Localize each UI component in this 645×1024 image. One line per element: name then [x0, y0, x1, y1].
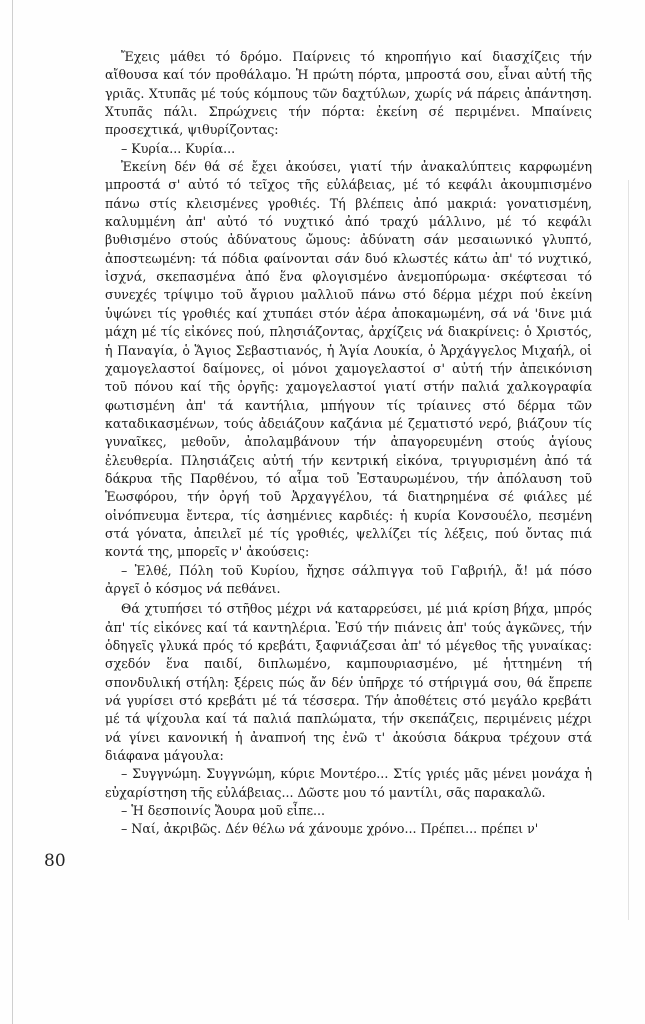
dialogue-line: – Συγγνώμη. Συγγνώμη, κύριε Μοντέρο... Στίς γριές μᾶς μένει μονάχα ἡ εὐχαρίστηση τῆς εὐλάβειας... Δῶστε μου τό μαντίλι, σᾶς παρακαλῶ.: [105, 766, 592, 800]
page-left-edge: [12, 0, 13, 1024]
page-number: 80: [44, 851, 66, 871]
paragraph: Ἔχεις μάθει τό δρόμο. Παίρνεις τό κηροπήγιο καί διασχίζεις τήν αἴθουσα καί τόν προθάλαμο. Ἡ πρώτη πόρτα, μπροστά σου, εἶναι αὐτή τῆς γριᾶς. Χτυπᾶς μέ τούς κόμπους τῶν δαχτύλων, χωρίς νά πάρεις ἀπάντηση. Χτυπᾶς πάλι. Σπρώχνεις τήν πόρτα: ἐκείνη σέ περιμένει. Μπαίνεις προσεχτικά, ψιθυρίζοντας:: [105, 49, 592, 138]
dialogue-line: – Ναί, ἀκριβῶς. Δέν θέλω νά χάνουμε χρόνο... Πρέπει... πρέπει ν': [121, 821, 539, 837]
dialogue-line: – Κυρία... Κυρία...: [121, 140, 236, 156]
paragraph: Θά χτυπήσει τό στῆθος μέχρι νά καταρρεύσει, μέ μιά κρίση βήχα, μπρός ἀπ' τίς εἰκόνες καί τά καντηλέρια. Ἐσύ τήν πιάνεις ἀπ' τούς ἀγκῶνες, τήν ὁδηγεῖς γλυκά πρός τό κρεβάτι, ξαφνιάζεσαι ἀπ' τό μέγεθος τῆς γυναίκας: σχεδόν ἕνα παιδί, διπλωμένο, καμπουριασμένο, μέ ἡττημένη τή σπονδυλική στήλη: ξέρεις πώς ἄν δέν ὑπῆρχε τό στήριγμά σου, θά ἔπρεπε νά γυρίσει στό κρεβάτι μέ τά τέσσερα. Τήν ἀποθέτεις στό μεγάλο κρεβάτι μέ τά ψίχουλα καί τά παλιά παπλώματα, τήν σκεπάζεις, περιμένεις μέχρι νά γίνει κανονική ἡ ἀναπνοή της ἐνῶ τ' ἀκούσια δάκρυα τρέχουν στά διάφανα μάγουλα:: [105, 601, 592, 764]
dialogue-line: – Ἐλθέ, Πόλη τοῦ Κυρίου, ἤχησε σάλπιγγα τοῦ Γαβριήλ, ἄ! μά πόσο ἀργεῖ ὁ κόσμος νά πεθάνει.: [105, 562, 592, 596]
page-right-edge: [628, 180, 629, 920]
body-text: [105, 48, 592, 839]
dialogue-line: – Ἡ δεσποινίς Ἄουρα μοῦ εἶπε...: [121, 803, 326, 819]
paragraph: Ἐκείνη δέν θά σέ ἔχει ἀκούσει, γιατί τήν ἀνακαλύπτεις καρφωμένη μπροστά σ' αὐτό τό τεῖχος τῆς εὐλάβειας, μέ τό κεφάλι ἀκουμπισμένο πάνω στίς κλεισμένες γροθιές. Τή βλέπεις ἀπό μακριά: γονατισμένη, καλυμμένη ἀπ' αὐτό τό νυχτικό ἀπό τραχύ μάλλινο, μέ τό κεφάλι βυθισμένο στούς ἀδύνατους ὤμους: ἀδύνατη σάν μεσαιωνικό γλυπτό, ἀποστεωμένη: τά πόδια φαίνονται σάν δυό κλωστές κάτω ἀπ' τό νυχτικό, ἰσχνά, σκεπασμένα ἀπό ἕνα φλογισμένο ἀνεμοπύρωμα· σκέφτεσαι τό συνεχές τρίψιμο τοῦ ἄγριου μαλλιοῦ πάνω στό δέρμα μέχρι πού ἐκείνη ὑψώνει τίς γροθιές καί χτυπάει στόν ἀέρα ἀποκαμωμένη, σά νά 'δινε μιά μάχη μέ τίς εἰκόνες πού, πλησιάζοντας, ἀρχίζεις νά διακρίνεις: ὁ Χριστός, ἡ Παναγία, ὁ Ἅγιος Σεβαστιανός, ἡ Ἁγία Λουκία, ὁ Ἀρχάγγελος Μιχαήλ, οἱ χαμογελαστοί δαίμονες, οἱ μόνοι χαμογελαστοί σ' αὐτή τήν ἀπεικόνιση τοῦ πόνου καί τῆς ὀργῆς: χαμογελαστοί γιατί στήν παλιά χαλκογραφία φωτισμένη ἀπ' τά καντήλια, μπήγουν τίς τρίαινες στό δέρμα τῶν καταδικασμένων, τούς ἀδειάζουν καζάνια μέ ζεματιστό νερό, βιάζουν τίς γυναῖκες, μεθοῦν, ἀπολαμβάνουν τήν ἀπαγορευμένη στούς ἁγίους ἐλευθερία. Πλησιάζεις αὐτή τήν κεντρική εἰκόνα, τριγυρισμένη ἀπό τά δάκρυα τῆς Παρθένου, τό αἷμα τοῦ Ἐσταυρωμένου, τήν ἀπόλαυση τοῦ Ἑωσφόρου, τήν ὀργή τοῦ Ἀρχαγγέλου, τά διατηρημένα σέ φιάλες μέ οἰνόπνευμα ἔντερα, τίς ἀσημένιες καρδιές: ἡ κυρία Κονσουέλο, πεσμένη στά γόνατα, ἀπειλεῖ μέ τίς γροθιές, ψελλίζει τίς λέξεις, πού ὄντας πιά κοντά της, μπορεῖς ν' ἀκούσεις:: [105, 159, 592, 560]
